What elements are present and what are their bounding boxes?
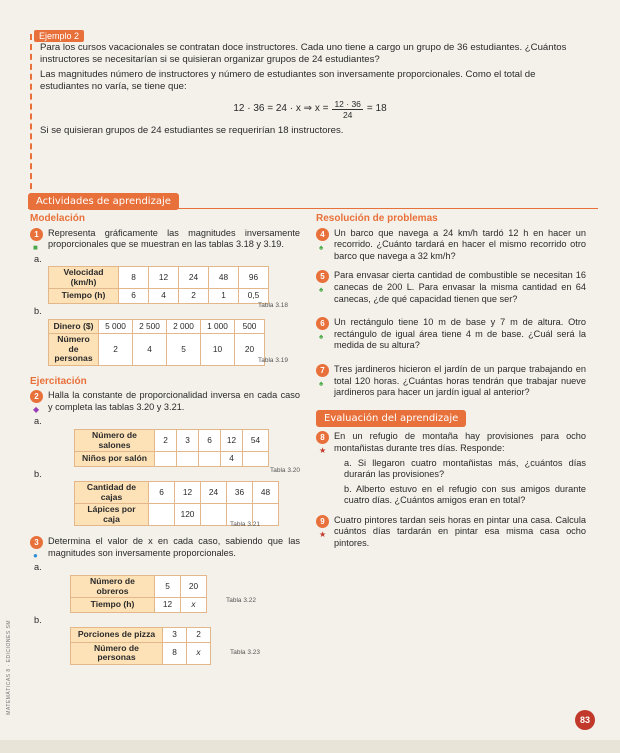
example-formula (40, 99, 580, 120)
exercise-7-text: Tres jardineros hicieron el jardín de un parque trabajando en total 120 horas. ¿Cuántas horas tendrán que trabajar nueve jardineros para hacer un jardín igual al anterior? (334, 363, 586, 398)
table-cell: 2 (155, 430, 177, 452)
table-cell: 4 (133, 334, 167, 366)
table-cell: 2 000 (167, 319, 201, 334)
star-marker-icon: ★ (319, 446, 327, 456)
table-3-22-wrap (30, 575, 300, 613)
table-3-20-caption: Tabla 3.20 (270, 467, 300, 475)
formula-fraction (332, 99, 362, 120)
exercise-number-badge: 6 (316, 317, 329, 330)
table-row (71, 598, 207, 613)
exercise-8a (316, 458, 586, 481)
table-cell: 2 (179, 289, 209, 304)
exercise-4 (316, 228, 586, 263)
exercise-9 (316, 515, 586, 550)
exercise-1a-label: a. (34, 253, 42, 264)
table-cell: 2 (99, 334, 133, 366)
exercise-3b-label: b. (34, 614, 42, 625)
exercise-4-text: Un barco que navega a 24 km/h tardó 12 h en hacer un recorrido. ¿Cuánto tardará en hacer el mismo recorrido otro barco que navega a 32 km/h? (334, 227, 586, 261)
spade-marker-icon: ♠ (319, 332, 324, 342)
table-cell[interactable] (155, 452, 177, 467)
table-cell: x (181, 598, 207, 613)
exercise-2b-label: b. (34, 468, 42, 479)
table-3-23-wrap (30, 627, 300, 665)
formula-left: 12 · 36 = 24 · x ⇒ x = (233, 102, 329, 114)
exercise-5 (316, 270, 586, 305)
table-header-cell: Dinero ($) (49, 319, 99, 334)
table-cell: 48 (209, 267, 239, 289)
example-block (30, 26, 590, 136)
exercise-1 (30, 228, 300, 251)
table-3-21-caption: Tabla 3.21 (230, 521, 260, 529)
exercise-number-badge: 3 (30, 536, 43, 549)
spade-marker-icon: ♠ (319, 378, 324, 388)
table-row (75, 430, 269, 452)
table-cell: 2 500 (133, 319, 167, 334)
table-header-cell: Velocidad (km/h) (49, 267, 119, 289)
example-border (30, 34, 38, 209)
table-cell: 8 (119, 267, 149, 289)
exercise-8-text: En un refugio de montaña hay provisiones para ocho montañistas durante tres días. Responde: (334, 431, 586, 453)
table-3-22 (70, 575, 207, 613)
table-row (71, 576, 207, 598)
exercise-3-text: Determina el valor de x en cada caso, sabiendo que las magnitudes son inversamente proporcionales. (48, 536, 300, 558)
exercise-number-badge: 2 (30, 390, 43, 403)
exercise-8a-text: a. Si llegaron cuatro montañistas más, ¿cuántos días durarán las provisiones? (344, 457, 586, 480)
table-cell: 4 (149, 289, 179, 304)
exercise-5-text: Para envasar cierta cantidad de combustible se necesitan 16 canecas de 200 L. Para envasar la misma cantidad en 64 canecas, ¿de qué capacidad tienen que ser? (334, 270, 586, 304)
left-column (30, 213, 300, 665)
page-number: 83 (575, 710, 595, 730)
exercise-6 (316, 317, 586, 352)
table-cell: 6 (119, 289, 149, 304)
table-cell: 1 000 (201, 319, 235, 334)
table-cell: 5 000 (99, 319, 133, 334)
exercise-2 (30, 390, 300, 413)
table-header-cell: Cantidad de cajas (75, 482, 149, 504)
table-3-23 (70, 627, 211, 665)
table-cell[interactable] (177, 452, 199, 467)
table-3-18-wrap (30, 266, 300, 310)
exercise-8b-text: b. Alberto estuvo en el refugio con sus amigos durante cuatro días. ¿Cuántos amigos eran en total? (344, 483, 586, 506)
exercise-number-badge: 8 (316, 431, 329, 444)
table-cell: 0,5 (239, 289, 269, 304)
table-cell: 96 (239, 267, 269, 289)
table-header-cell: Tiempo (h) (49, 289, 119, 304)
table-cell: 120 (175, 504, 201, 526)
table-cell: 12 (155, 598, 181, 613)
star-marker-icon: ★ (319, 529, 327, 539)
side-credit-text: MATEMÁTICAS 8 · EDICIONES SM (6, 620, 12, 715)
exercise-7 (316, 364, 586, 399)
table-cell: 5 (167, 334, 201, 366)
table-cell: 3 (163, 628, 187, 643)
table-3-19 (48, 319, 265, 366)
evaluation-header: Evaluación del aprendizaje (316, 410, 466, 428)
activities-header: Actividades de aprendizaje (28, 193, 179, 210)
table-cell: 10 (201, 334, 235, 366)
spade-marker-icon: ♠ (319, 242, 324, 252)
table-row (75, 482, 279, 504)
diamond-marker-icon: ◆ (33, 405, 40, 415)
table-cell: 5 (155, 576, 181, 598)
table-header-cell: Número de obreros (71, 576, 155, 598)
spade-marker-icon: ♠ (319, 285, 324, 295)
table-header-cell: Niños por salón (75, 452, 155, 467)
table-row (49, 267, 269, 289)
right-column (316, 213, 586, 553)
table-3-23-caption: Tabla 3.23 (230, 649, 260, 657)
exercise-9-text: Cuatro pintores tardan seis horas en pintar una casa. Calcula cuántos días tardarán en pintar esa misma casa ocho pintores. (334, 514, 586, 549)
exercise-3 (30, 536, 300, 559)
exercise-6-text: Un rectángulo tiene 10 m de base y 7 m de altura. Otro rectángulo de igual área tiene 4 m de base. ¿Cuál será la medida de su altura? (334, 317, 586, 351)
example-paragraph-1: Para los cursos vacacionales se contratan doce instructores. Cada uno tiene a cargo un grupo de 36 estudiantes. ¿Cuántos instructores se necesitarían si se quisieran organizar grupos de 24 estudiantes? (40, 42, 567, 66)
table-3-21-wrap (30, 481, 300, 529)
exercise-3a-label: a. (34, 562, 42, 573)
resolucion-title: Resolución de problemas (316, 213, 438, 224)
table-cell: 20 (181, 576, 207, 598)
table-cell: 24 (201, 482, 227, 504)
table-cell: 4 (221, 452, 243, 467)
table-cell: 36 (227, 482, 253, 504)
circle-marker-icon: ● (33, 551, 38, 561)
exercise-1b-label: b. (34, 305, 42, 316)
table-3-22-caption: Tabla 3.22 (226, 597, 256, 604)
table-header-cell: Número de personas (71, 642, 163, 664)
table-header-cell: Porciones de pizza (71, 628, 163, 643)
table-cell[interactable] (149, 504, 175, 526)
table-row (71, 628, 211, 643)
exercise-8 (316, 431, 586, 454)
table-cell[interactable] (243, 452, 269, 467)
table-3-19-caption: Tabla 3.19 (258, 356, 288, 364)
exercise-2a-label: a. (34, 416, 42, 427)
table-cell: 24 (179, 267, 209, 289)
table-3-20-wrap (30, 429, 300, 475)
table-3-18-caption: Tabla 3.18 (258, 302, 288, 310)
exercise-number-badge: 9 (316, 515, 329, 528)
exercise-number-badge: 4 (316, 228, 329, 241)
table-cell: 48 (253, 482, 279, 504)
table-row (49, 289, 269, 304)
table-header-cell: Número de personas (49, 334, 99, 366)
table-cell: 1 (209, 289, 239, 304)
table-row (75, 452, 269, 467)
exercise-number-badge: 5 (316, 270, 329, 283)
example-body (40, 42, 580, 139)
table-cell: 12 (175, 482, 201, 504)
exercise-2-text: Halla la constante de proporcionalidad inversa en cada caso y completa las tablas 3.20 y 3.21. (48, 390, 300, 412)
table-cell: 8 (163, 642, 187, 664)
exercise-1-text: Representa gráficamente las magnitudes inversamente proporcionales que se muestran en las tablas 3.18 y 3.19. (48, 227, 300, 250)
table-cell: 54 (243, 430, 269, 452)
table-3-19-wrap (30, 319, 300, 366)
table-cell: 12 (221, 430, 243, 452)
table-header-cell: Número de salones (75, 430, 155, 452)
table-row (49, 319, 265, 334)
table-cell: 500 (235, 319, 265, 334)
formula-right: = 18 (366, 102, 387, 114)
modelacion-title: Modelación (30, 213, 86, 224)
formula-numerator: 12 · 36 (334, 98, 361, 109)
table-row (49, 334, 265, 366)
table-cell[interactable] (201, 504, 227, 526)
table-header-cell: Tiempo (h) (71, 598, 155, 613)
table-3-18 (48, 266, 269, 304)
example-label: Ejemplo 2 (34, 30, 84, 42)
example-paragraph-3: Si se quisieran grupos de 24 estudiantes se requerirían 18 instructores. (40, 124, 344, 136)
table-cell[interactable] (199, 452, 221, 467)
table-cell: 12 (149, 267, 179, 289)
table-row (71, 642, 211, 664)
bottom-band (0, 740, 620, 753)
exercise-number-badge: 1 (30, 228, 43, 241)
square-marker-icon: ■ (33, 242, 38, 252)
formula-denominator: 24 (342, 109, 353, 120)
table-cell: 2 (187, 628, 211, 643)
exercise-number-badge: 7 (316, 364, 329, 377)
table-cell: 20 (235, 334, 265, 366)
exercise-8b (316, 484, 586, 507)
table-cell: 6 (199, 430, 221, 452)
table-header-cell: Lápices por caja (75, 504, 149, 526)
table-cell: 3 (177, 430, 199, 452)
ejercitacion-title: Ejercitación (30, 375, 87, 387)
table-cell: x (187, 642, 211, 664)
table-3-20 (74, 429, 269, 467)
example-paragraph-2: Las magnitudes número de instructores y número de estudiantes son inversamente proporcionales. Como el total de estudiantes no varía, se tiene que: (40, 68, 536, 93)
table-cell: 6 (149, 482, 175, 504)
activities-divider (28, 208, 598, 209)
